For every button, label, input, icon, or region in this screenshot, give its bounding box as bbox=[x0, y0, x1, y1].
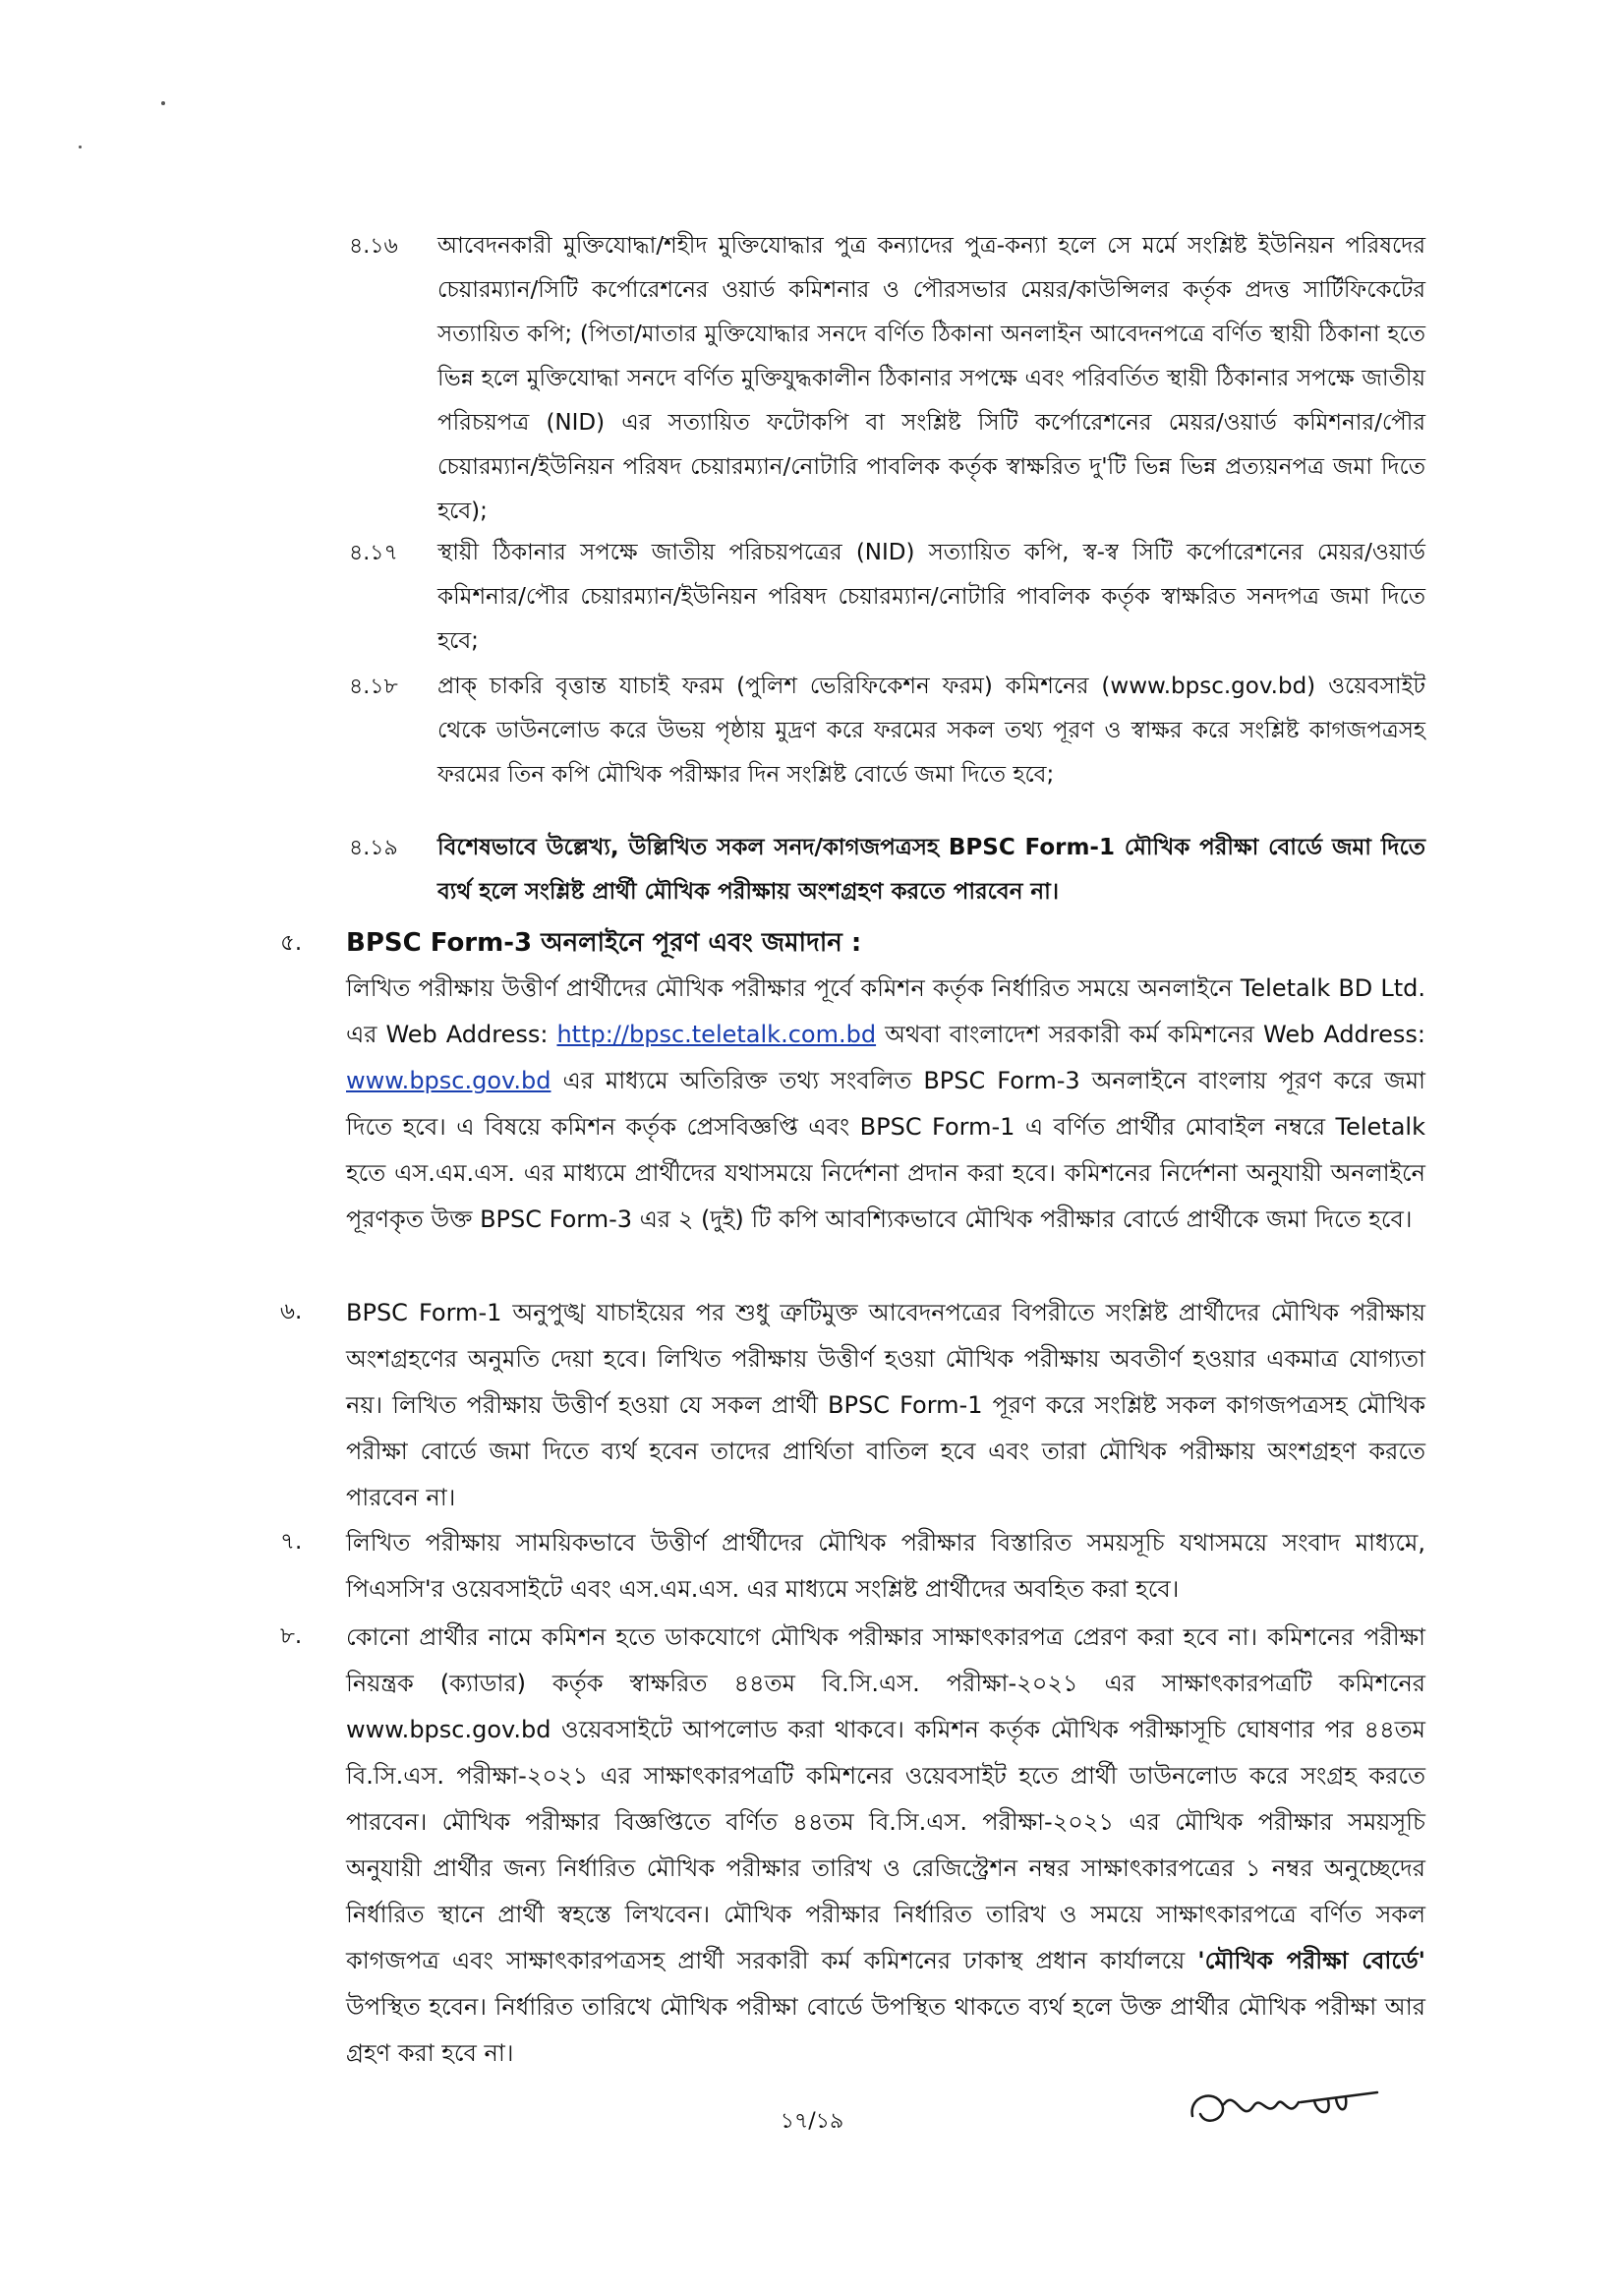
section-6 bbox=[280, 1290, 1425, 1521]
section-heading: BPSC Form-3 অনলাইনে পূরণ এবং জমাদান : bbox=[346, 928, 862, 958]
section-number: ৫. bbox=[280, 930, 303, 956]
section-text-part: এর মাধ্যমে অতিরিক্ত তথ্য সংবলিত BPSC Form-3 অনলাইনে বাংলায় পূরণ করে জমা দিতে হবে। এ বিষয়ে কমিশন কর্তৃক প্রেসবিজ্ঞপ্তি এবং BPSC Form-1 এ বর্ণিত প্রার্থীর মোবাইল নম্বরে Teletalk হতে এস.এম.এস. এর মাধ্যমে প্রার্থীদের যথাসময়ে নির্দেশনা প্রদান করা হবে। কমিশনের নির্দেশনা অনুযায়ী অনলাইনে পূরণকৃত উক্ত BPSC Form-3 এর ২ (দুই) টি কপি আবশ্যিকভাবে মৌখিক পরীক্ষার বোর্ডে প্রার্থীকে জমা দিতে হবে। bbox=[346, 1067, 1425, 1233]
section-text bbox=[346, 966, 1425, 1243]
item-number: ৪.১৬ bbox=[349, 234, 398, 259]
section-text-part: উপস্থিত হবেন। নির্ধারিত তারিখে মৌখিক পরীক্ষা বোর্ডে উপস্থিত থাকতে ব্যর্থ হলে উক্ত প্রার্থীর মৌখিক পরীক্ষা আর গ্রহণ করা হবে না। bbox=[346, 1993, 1425, 2067]
section-text bbox=[346, 1615, 1425, 2077]
section-text-part: কোনো প্রার্থীর নামে কমিশন হতে ডাকযোগে মৌখিক পরীক্ষার সাক্ষাৎকারপত্র প্রেরণ করা হবে না। কমিশনের পরীক্ষা নিয়ন্ত্রক (ক্যাডার) কর্তৃক স্বাক্ষরিত ৪৪তম বি.সি.এস. পরীক্ষা-২০২১ এর সাক্ষাৎকারপত্রটি কমিশনের www.bpsc.gov.bd ওয়েবসাইটে আপলোড করা থাকবে। কমিশন কর্তৃক মৌখিক পরীক্ষাসূচি ঘোষণার পর ৪৪তম বি.সি.এস. পরীক্ষা-২০২১ এর সাক্ষাৎকারপত্রটি কমিশনের ওয়েবসাইট হতে প্রার্থী ডাউনলোড করে সংগ্রহ করতে পারবেন। মৌখিক পরীক্ষার বিজ্ঞপ্তিতে বর্ণিত ৪৪তম বি.সি.এস. পরীক্ষা-২০২১ এর মৌখিক পরীক্ষার সময়সূচি অনুযায়ী প্রার্থীর জন্য নির্ধারিত মৌখিক পরীক্ষার তারিখ ও রেজিস্ট্রেশন নম্বর সাক্ষাৎকারপত্রের ১ নম্বর অনুচ্ছেদের নির্ধারিত স্থানে প্রার্থী স্বহস্তে লিখবেন। মৌখিক পরীক্ষার নির্ধারিত তারিখ ও সময়ে সাক্ষাৎকারপত্রে বর্ণিত সকল কাগজপত্র এবং সাক্ষাৎকারপত্রসহ প্রার্থী সরকারী কর্ম কমিশনের ঢাকাস্থ প্রধান কার্যালয়ে bbox=[346, 1623, 1425, 1974]
item-number: ৪.১৭ bbox=[349, 541, 398, 565]
item-4-16 bbox=[349, 224, 1425, 534]
section-7 bbox=[280, 1520, 1425, 1613]
scan-speck bbox=[79, 146, 82, 148]
item-4-17 bbox=[349, 531, 1425, 664]
signature bbox=[1185, 2075, 1391, 2144]
item-4-19 bbox=[349, 826, 1425, 914]
item-4-18 bbox=[349, 665, 1425, 797]
bpsc-link[interactable]: www.bpsc.gov.bd bbox=[346, 1067, 551, 1094]
scan-speck bbox=[161, 101, 165, 105]
item-text: বিশেষভাবে উল্লেখ্য, উল্লিখিত সকল সনদ/কাগজপত্রসহ BPSC Form-1 মৌখিক পরীক্ষা বোর্ডে জমা দিতে ব্যর্থ হলে সংশ্লিষ্ট প্রার্থী মৌখিক পরীক্ষায় অংশগ্রহণ করতে পারবেন না। bbox=[437, 835, 1425, 905]
item-number: ৪.১৯ bbox=[349, 836, 398, 860]
item-text: আবেদনকারী মুক্তিযোদ্ধা/শহীদ মুক্তিযোদ্ধার পুত্র কন্যাদের পুত্র-কন্যা হলে সে মর্মে সংশ্লিষ্ট ইউনিয়ন পরিষদের চেয়ারম্যান/সিটি কর্পোরেশনের ওয়ার্ড কমিশনার ও পৌরসভার মেয়র/কাউন্সিলর কর্তৃক প্রদত্ত সার্টিফিকেটের সত্যায়িত কপি; (পিতা/মাতার মুক্তিযোদ্ধার সনদে বর্ণিত ঠিকানা অনলাইন আবেদনপত্রে বর্ণিত স্থায়ী ঠিকানা হতে ভিন্ন হলে মুক্তিযোদ্ধা সনদে বর্ণিত মুক্তিযুদ্ধকালীন ঠিকানার সপক্ষে এবং পরিবর্তিত স্থায়ী ঠিকানার সপক্ষে জাতীয় পরিচয়পত্র (NID) এর সত্যায়িত ফটোকপি বা সংশ্লিষ্ট সিটি কর্পোরেশনের মেয়র/ওয়ার্ড কমিশনার/পৌর চেয়ারম্যান/ইউনিয়ন পরিষদ চেয়ারম্যান/নোটারি পাবলিক কর্তৃক স্বাক্ষরিত দু'টি ভিন্ন ভিন্ন প্রত্যয়নপত্র জমা দিতে হবে); bbox=[437, 233, 1425, 524]
section-text: BPSC Form-1 অনুপুঙ্খ যাচাইয়ের পর শুধু ত্রুটিমুক্ত আবেদনপত্রের বিপরীতে সংশ্লিষ্ট প্রার্থীদের মৌখিক পরীক্ষায় অংশগ্রহণের অনুমতি দেয়া হবে। লিখিত পরীক্ষায় উত্তীর্ণ হওয়া মৌখিক পরীক্ষায় অবতীর্ণ হওয়ার একমাত্র যোগ্যতা নয়। লিখিত পরীক্ষায় উত্তীর্ণ হওয়া যে সকল প্রার্থী BPSC Form-1 পূরণ করে সংশ্লিষ্ট সকল কাগজপত্রসহ মৌখিক পরীক্ষা বোর্ডে জমা দিতে ব্যর্থ হবেন তাদের প্রার্থিতা বাতিল হবে এবং তারা মৌখিক পরীক্ষায় অংশগ্রহণ করতে পারবেন না। bbox=[346, 1299, 1425, 1511]
page-number: ১৭/১৯ bbox=[780, 2109, 844, 2134]
section-text-part: লিখিত পরীক্ষায় উত্তীর্ণ প্রার্থীদের মৌখিক পরীক্ষার পূর্বে কমিশন কর্তৃক নির্ধারিত সময়ে অনলাইনে Teletalk BD Ltd. এর Web Address: bbox=[346, 974, 1425, 1048]
section-text-part: অথবা বাংলাদেশ সরকারী কর্ম কমিশনের Web Address: bbox=[876, 1021, 1425, 1048]
item-number: ৪.১৮ bbox=[349, 675, 398, 699]
section-number: ৮. bbox=[280, 1623, 303, 1649]
section-text: লিখিত পরীক্ষায় সাময়িকভাবে উত্তীর্ণ প্রার্থীদের মৌখিক পরীক্ষার বিস্তারিত সময়সূচি যথাসময়ে সংবাদ মাধ্যমে, পিএসসি'র ওয়েবসাইটে এবং এস.এম.এস. এর মাধ্যমে সংশ্লিষ্ট প্রার্থীদের অবহিত করা হবে। bbox=[346, 1529, 1425, 1603]
section-5 bbox=[280, 921, 1425, 1243]
item-text: স্থায়ী ঠিকানার সপক্ষে জাতীয় পরিচয়পত্রের (NID) সত্যায়িত কপি, স্ব-স্ব সিটি কর্পোরেশনের মেয়র/ওয়ার্ড কমিশনার/পৌর চেয়ারম্যান/ইউনিয়ন পরিষদ চেয়ারম্যান/নোটারি পাবলিক কর্তৃক স্বাক্ষরিত সনদপত্র জমা দিতে হবে; bbox=[437, 540, 1425, 654]
section-number: ৭. bbox=[280, 1529, 303, 1555]
teletalk-link[interactable]: http://bpsc.teletalk.com.bd bbox=[556, 1021, 877, 1048]
item-text: প্রাক্ চাকরি বৃত্তান্ত যাচাই ফরম (পুলিশ ভেরিফিকেশন ফরম) কমিশনের (www.bpsc.gov.bd) ওয়েবসাইট থেকে ডাউনলোড করে উভয় পৃষ্ঠায় মুদ্রণ করে ফরমের সকল তথ্য পূরণ ও স্বাক্ষর করে সংশ্লিষ্ট কাগজপত্রসহ ফরমের তিন কপি মৌখিক পরীক্ষার দিন সংশ্লিষ্ট বোর্ডে জমা দিতে হবে; bbox=[437, 674, 1425, 788]
section-number: ৬. bbox=[280, 1299, 303, 1324]
section-8 bbox=[280, 1615, 1425, 2077]
board-emphasis: 'মৌখিক পরীক্ষা বোর্ডে' bbox=[1197, 1947, 1425, 1974]
